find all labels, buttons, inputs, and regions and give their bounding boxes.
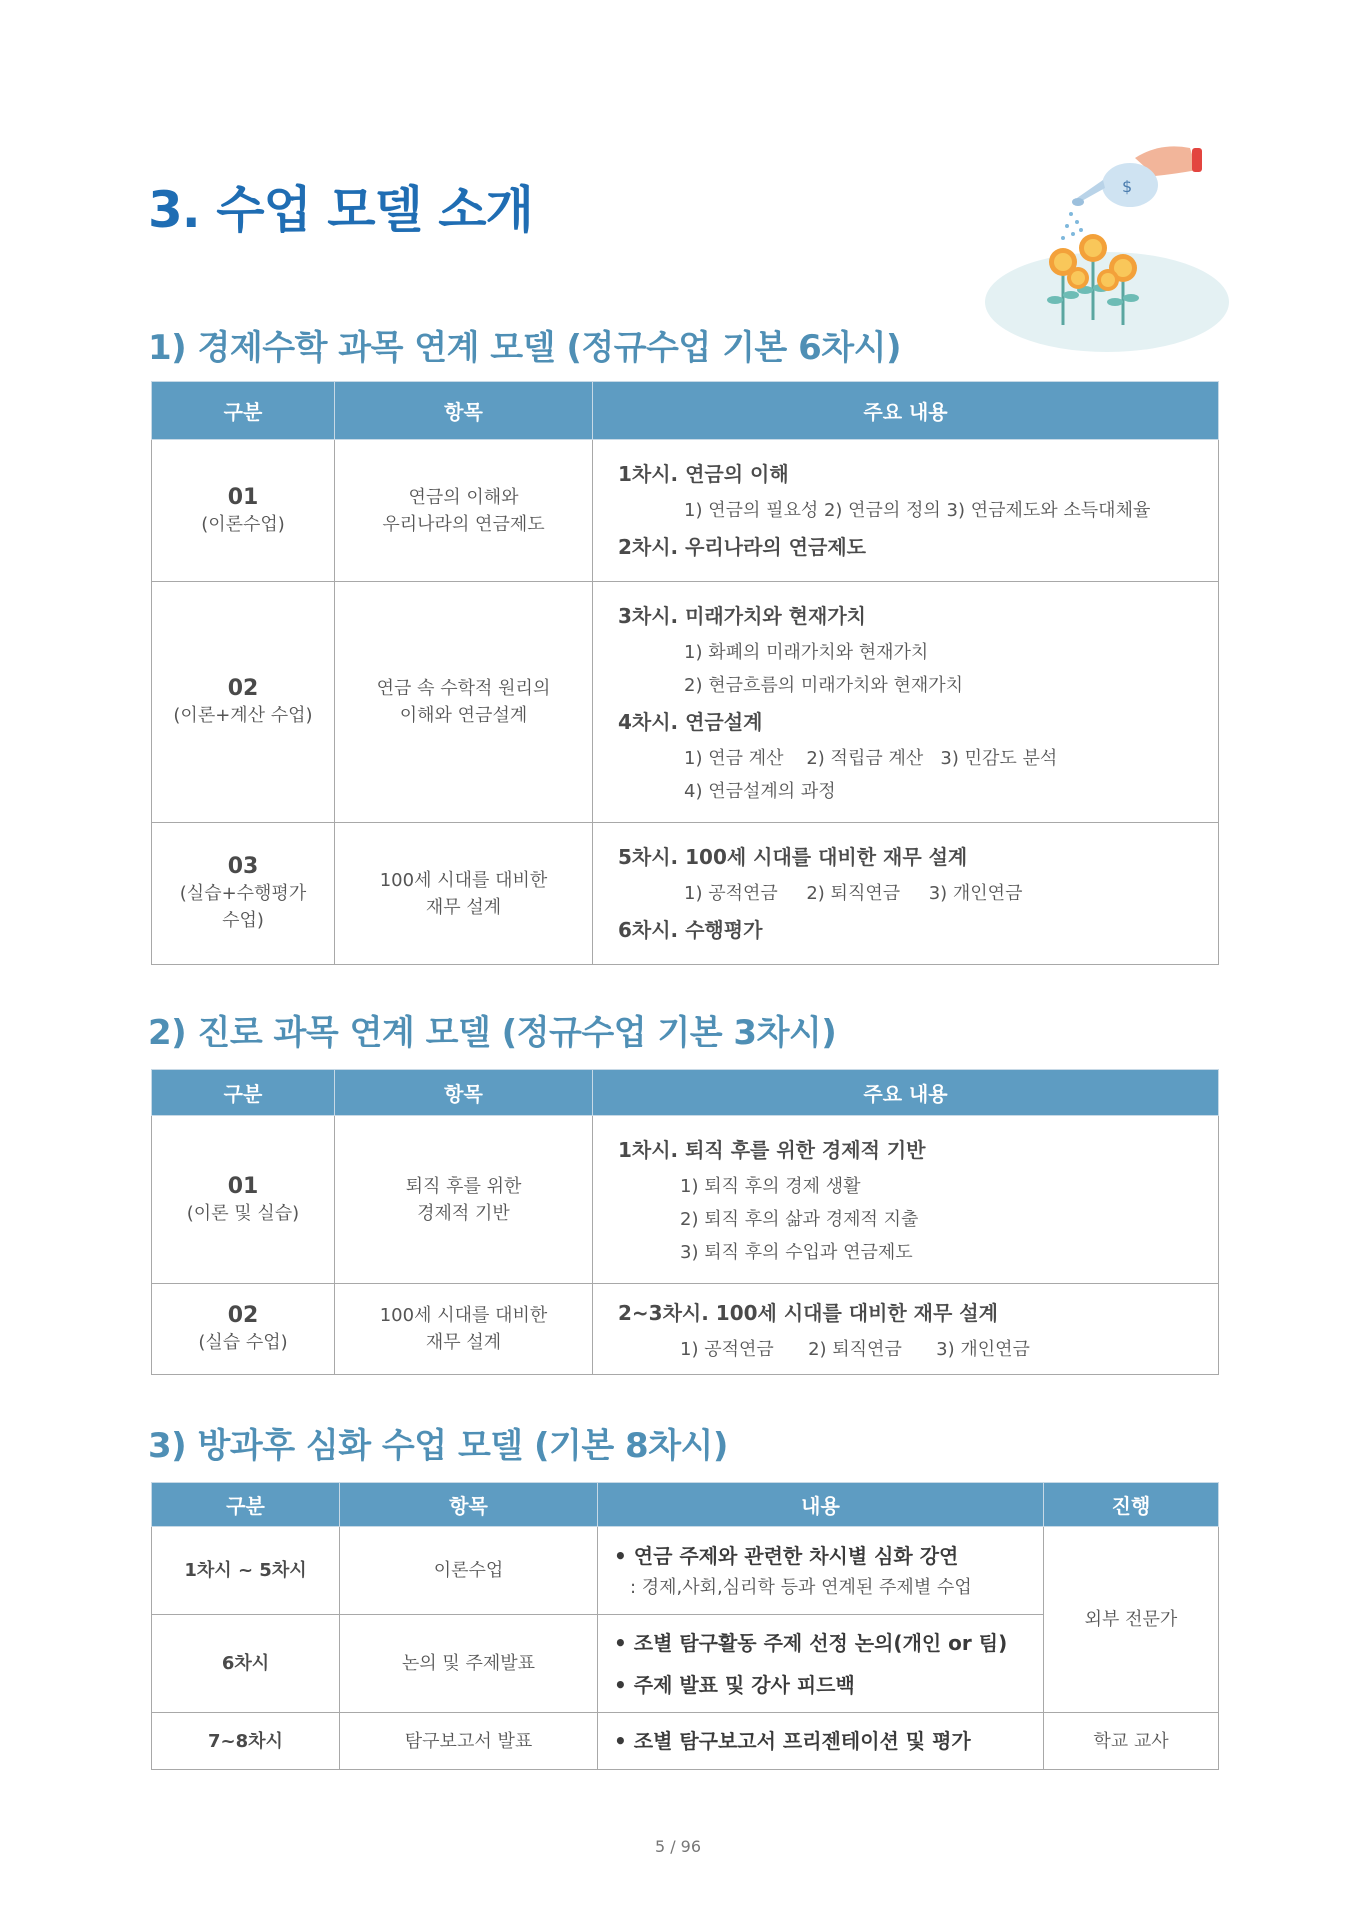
bullet-item: • 주제 발표 및 강사 피드백 (614, 1672, 855, 1697)
table-row (152, 582, 1219, 823)
table-row (152, 440, 1219, 582)
session-item: 1) 연금 계산 2) 적립금 계산 3) 민감도 분석 (684, 748, 1058, 769)
row-type: (이론+계산 수업) (173, 705, 313, 726)
row-content (593, 440, 1219, 582)
bullet-item: • 연금 주제와 관련한 차시별 심화 강연 (614, 1543, 959, 1568)
row-item: 이론수업 (340, 1527, 598, 1615)
row-item-line: 이해와 연금설계 (399, 705, 528, 726)
row-item-line: 퇴직 후를 위한 (405, 1175, 522, 1197)
row-item: 논의 및 주제발표 (340, 1615, 598, 1713)
row-content (593, 1284, 1219, 1375)
watering-can-coin-flowers-icon (985, 130, 1230, 360)
header-main-content: 주요 내용 (593, 1070, 1219, 1116)
table-row (152, 1527, 1219, 1615)
session-item: 1) 연금의 필요성 2) 연금의 정의 3) 연금제도와 소득대체율 (684, 500, 1151, 521)
dollar-sign: $ (1122, 177, 1133, 196)
row-number: 01 (227, 484, 259, 510)
row-type: (실습+수행평가 (179, 883, 307, 904)
row-content (598, 1713, 1044, 1770)
session-item: 1) 공적연금 2) 퇴직연금 3) 개인연금 (684, 883, 1023, 904)
table-economics-math-model (151, 381, 1219, 965)
row-content (598, 1527, 1044, 1615)
row-period: 7~8차시 (152, 1713, 340, 1770)
header-item: 항목 (340, 1483, 598, 1527)
table-row (152, 823, 1219, 965)
row-period: 1차시 ~ 5차시 (152, 1527, 340, 1615)
header-item: 항목 (335, 1070, 593, 1116)
row-item-line: 우리나라의 연금제도 (382, 513, 545, 535)
row-type: 수업) (222, 910, 264, 931)
row-item-line: 100세 시대를 대비한 (379, 1305, 548, 1326)
row-number: 02 (227, 676, 259, 701)
row-item-line: 연금 속 수학적 원리의 (376, 678, 551, 699)
row-content (593, 1116, 1219, 1284)
session-heading: 6차시. 수행평가 (618, 918, 763, 942)
session-heading: 3차시. 미래가치와 현재가치 (618, 604, 866, 628)
table-career-model (151, 1069, 1219, 1375)
session-heading: 4차시. 연금설계 (618, 710, 763, 734)
session-heading: 2차시. 우리나라의 연금제도 (618, 535, 866, 559)
session-heading: 1차시. 퇴직 후를 위한 경제적 기반 (618, 1138, 926, 1162)
row-item-line: 재무 설계 (425, 896, 502, 918)
row-item-line: 재무 설계 (425, 1332, 502, 1353)
header-progress: 진행 (1044, 1483, 1219, 1527)
header-main-content: 주요 내용 (593, 382, 1219, 440)
header-category: 구분 (152, 1483, 340, 1527)
session-item: 1) 퇴직 후의 경제 생활 (680, 1176, 861, 1197)
header-content: 내용 (598, 1483, 1044, 1527)
session-heading: 5차시. 100세 시대를 대비한 재무 설계 (618, 845, 968, 869)
row-item-line: 연금의 이해와 (408, 486, 519, 508)
row-type: (이론수업) (201, 513, 285, 535)
row-progress: 외부 전문가 (1044, 1527, 1219, 1713)
row-number: 02 (227, 1303, 259, 1328)
row-number: 03 (227, 854, 259, 879)
bullet-item: • 조별 탐구보고서 프리젠테이션 및 평가 (614, 1729, 971, 1753)
row-content (593, 823, 1219, 965)
session-item: 3) 퇴직 후의 수입과 연금제도 (680, 1242, 913, 1263)
session-item: 4) 연금설계의 과정 (684, 781, 836, 802)
session-item: 2) 퇴직 후의 삶과 경제적 지출 (680, 1209, 919, 1230)
row-content (593, 582, 1219, 823)
page-title: 3. 수업 모델 소개 (148, 181, 533, 239)
session-heading: 1차시. 연금의 이해 (618, 462, 789, 486)
page-number: 5 / 96 (654, 1837, 702, 1856)
row-content (598, 1615, 1044, 1713)
header-category: 구분 (152, 382, 335, 440)
session-heading: 2~3차시. 100세 시대를 대비한 재무 설계 (618, 1300, 998, 1325)
table-afterschool-model (151, 1482, 1219, 1770)
row-item-line: 경제적 기반 (417, 1202, 510, 1224)
row-item-line: 100세 시대를 대비한 (379, 869, 548, 891)
section-title-1: 1) 경제수학 과목 연계 모델 (정규수업 기본 6차시) (148, 328, 901, 368)
bullet-note: : 경제,사회,심리학 등과 연계된 주제별 수업 (630, 1576, 972, 1598)
section-title-3: 3) 방과후 심화 수업 모델 (기본 8차시) (148, 1426, 728, 1466)
row-type: (실습 수업) (198, 1332, 288, 1353)
session-item: 2) 현금흐름의 미래가치와 현재가치 (684, 675, 964, 696)
row-number: 01 (227, 1173, 259, 1199)
session-item: 1) 화폐의 미래가치와 현재가치 (684, 642, 929, 663)
row-progress: 학교 교사 (1044, 1713, 1219, 1770)
row-period: 6차시 (152, 1615, 340, 1713)
table-row (152, 1116, 1219, 1284)
session-item: 1) 공적연금 2) 퇴직연금 3) 개인연금 (680, 1338, 1030, 1360)
header-item: 항목 (335, 382, 593, 440)
bullet-item: • 조별 탐구활동 주제 선정 논의(개인 or 팀) (614, 1630, 1008, 1655)
table-row (152, 1713, 1219, 1770)
row-item: 탐구보고서 발표 (340, 1713, 598, 1770)
header-category: 구분 (152, 1070, 335, 1116)
section-title-2: 2) 진로 과목 연계 모델 (정규수업 기본 3차시) (148, 1013, 837, 1053)
row-type: (이론 및 실습) (186, 1202, 300, 1224)
table-row (152, 1284, 1219, 1375)
